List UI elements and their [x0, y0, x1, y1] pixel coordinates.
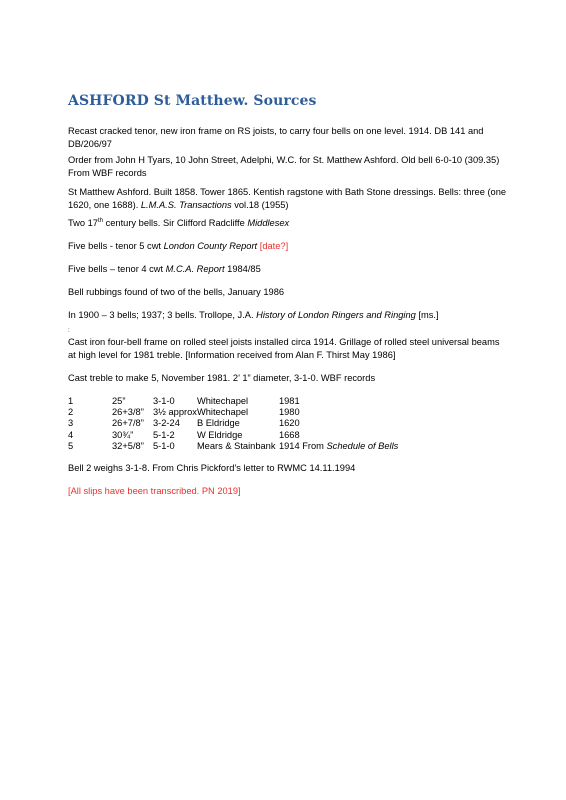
table-cell-date: 1914 From Schedule of Bells: [278, 440, 399, 451]
text-lmas-title: L.M.A.S. Transactions: [140, 200, 232, 210]
table-row: [68, 418, 398, 429]
text-mca-report: M.C.A. Report: [165, 264, 225, 274]
paragraph-17th-century: [68, 217, 508, 230]
text-date-query: [date?]: [259, 241, 289, 251]
paragraph-transcribed-note: [All slips have been transcribed. PN 2019]: [68, 486, 241, 496]
table-cell-diameter: 25”: [112, 396, 126, 406]
table-row: [68, 441, 398, 452]
table-row: [68, 407, 398, 418]
table-cell-founder: B Eldridge: [196, 418, 240, 429]
table-cell-founder: Whitechapel: [196, 407, 249, 418]
text-london-county-report: London County Report: [163, 241, 258, 251]
paragraph-built: [68, 186, 508, 212]
text-th-superscript: th: [97, 217, 103, 224]
table-cell-diameter: 30¾”: [112, 429, 134, 440]
stray-colon: :: [68, 328, 70, 334]
paragraph-five-bells-5cwt: [68, 240, 508, 253]
page-title: ASHFORD St Matthew. Sources: [68, 93, 317, 109]
text-ms: [ms.]: [415, 310, 439, 320]
text-built: St Matthew Ashford. Built 1858. Tower 1865. Kentish ragstone with Bath Stone dressings. Bells: three (one 1620, one 1688).: [68, 187, 507, 210]
table-row: [68, 396, 398, 407]
paragraph-bell-2-weight: Bell 2 weighs 3-1-8. From Chris Pickford’s letter to RWMC 14.11.1994: [68, 463, 356, 473]
paragraph-recast: Recast cracked tenor, new iron frame on RS joists, to carry four bells on one level. 1914. DB 141 and DB/206/97: [68, 126, 484, 149]
text-1900: In 1900 – 3 bells; 1937; 3 bells. Trollope, J.A.: [68, 310, 257, 320]
paragraph-cast-iron-frame: Cast iron four-bell frame on rolled steel joists installed circa 1914. Grillage of rolled steel universal beams at high level for 1981 treble. [Information received from Alan F. Thirst May 1986]: [68, 337, 500, 360]
text-century: century bells. Sir Clifford Radcliffe: [103, 218, 248, 228]
table-cell-bell: 3: [68, 418, 74, 429]
table-cell-date: 1668: [278, 429, 300, 440]
table-cell-founder: Mears & Stainbank: [196, 440, 276, 451]
table-cell-bell: 4: [68, 429, 74, 440]
table-cell-weight: 3-1-0: [153, 396, 175, 406]
table-cell-diameter: 32+5/8”: [112, 440, 144, 451]
table-row: [68, 430, 398, 441]
table-cell-date: 1620: [278, 418, 300, 429]
paragraph-trollope: [68, 309, 508, 322]
table-cell-founder: Whitechapel: [196, 396, 249, 406]
text-lmas-volume: vol.18 (1955): [231, 200, 289, 210]
bells-table: [68, 396, 398, 452]
table-cell-date: 1980: [278, 407, 300, 418]
text-two: Two 17: [68, 218, 98, 228]
table-cell-diameter: 26+3/8”: [112, 407, 144, 418]
text-history-london-ringers: History of London Ringers and Ringing: [256, 310, 416, 320]
table-cell-weight: 5-1-2: [153, 429, 175, 440]
table-cell-bell: 5: [68, 440, 74, 451]
text-middlesex: Middlesex: [247, 218, 290, 228]
table-cell-weight: 3½ approx: [153, 407, 197, 418]
paragraph-order: Order from John H Tyars, 10 John Street, Adelphi, W.C. for St. Matthew Ashford. Old bell 6-0-10 (309.35) From WBF records: [68, 155, 500, 178]
paragraph-rubbings: Bell rubbings found of two of the bells, January 1986: [68, 287, 285, 297]
table-cell-bell: 2: [68, 407, 74, 418]
table-cell-weight: 5-1-0: [153, 440, 175, 451]
text-five-bells: Five bells - tenor 5 cwt: [68, 241, 164, 251]
text-mca-year: 1984/85: [224, 264, 261, 274]
table-cell-date: 1981: [278, 396, 300, 406]
paragraph-five-bells-4cwt: [68, 263, 508, 276]
table-cell-founder: W Eldridge: [196, 429, 243, 440]
text-schedule-of-bells: Schedule of Bells: [326, 440, 399, 451]
text-five-bells-4: Five bells – tenor 4 cwt: [68, 264, 166, 274]
table-cell-diameter: 26+7/8”: [112, 418, 144, 429]
table-cell-weight: 3-2-24: [153, 418, 180, 429]
paragraph-cast-treble: Cast treble to make 5, November 1981. 2’ 1” diameter, 3-1-0. WBF records: [68, 373, 376, 383]
table-cell-bell: 1: [68, 396, 74, 406]
